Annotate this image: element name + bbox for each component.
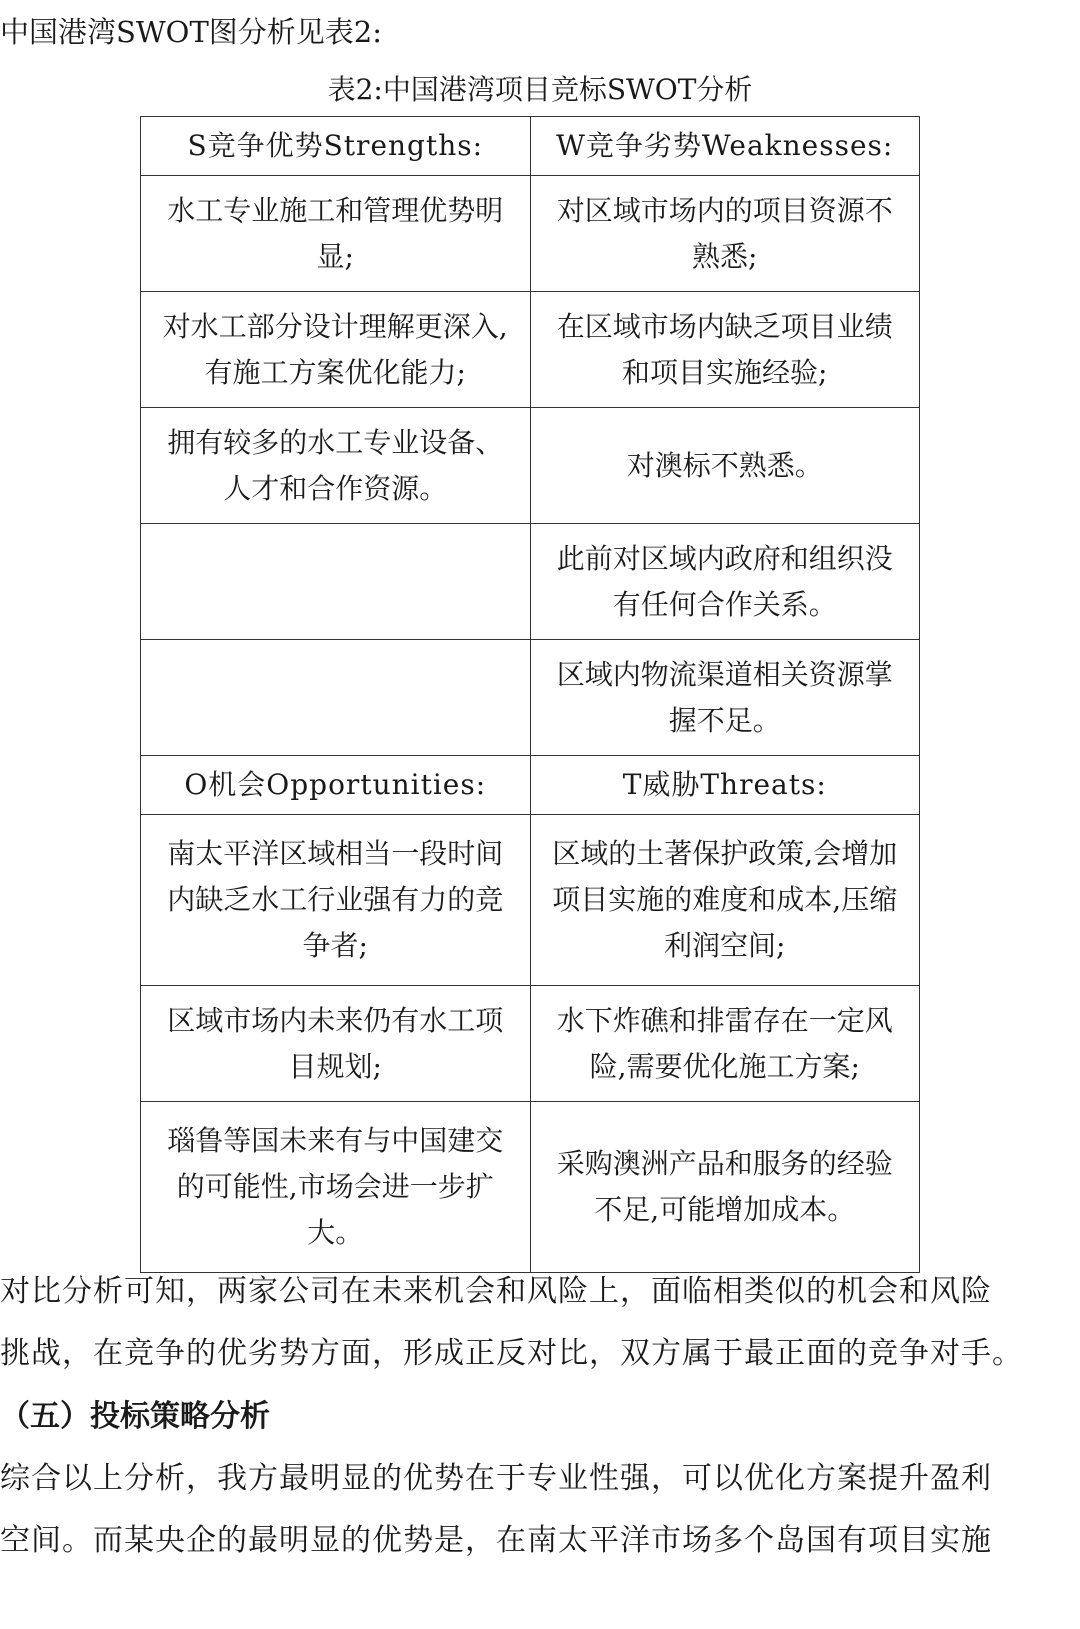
- table-caption: 表2:中国港湾项目竞标SWOT分析: [327, 73, 753, 106]
- paragraph-line: 对比分析可知，两家公司在未来机会和风险上，面临相类似的机会和风险: [0, 1274, 992, 1309]
- strength-cell: 对水工部分设计理解更深入,有施工方案优化能力;: [141, 292, 531, 408]
- table-row: [141, 1102, 920, 1273]
- table-row: [141, 408, 920, 524]
- threat-cell: 区域的土著保护政策,会增加项目实施的难度和成本,压缩利润空间;: [530, 815, 920, 986]
- paragraph-line: 挑战，在竞争的优劣势方面，形成正反对比，双方属于最正面的竞争对手。: [0, 1336, 1023, 1371]
- table-row: [141, 176, 920, 292]
- threats-header: T威胁Threats:: [530, 756, 920, 815]
- table-row: [141, 815, 920, 986]
- opportunities-header: O机会Opportunities:: [141, 756, 531, 815]
- weakness-cell: 对澳标不熟悉。: [530, 408, 920, 524]
- opportunity-cell: 区域市场内未来仍有水工项目规划;: [141, 986, 531, 1102]
- intro-text: 中国港湾SWOT图分析见表2:: [0, 15, 383, 49]
- paragraph-line: 综合以上分析，我方最明显的优势在于专业性强，可以优化方案提升盈利: [0, 1461, 992, 1496]
- weakness-cell: 区域内物流渠道相关资源掌握不足。: [530, 640, 920, 756]
- swot-table: [140, 116, 920, 1273]
- opportunity-cell: 南太平洋区域相当一段时间内缺乏水工行业强有力的竞争者;: [141, 815, 531, 986]
- weakness-cell: 对区域市场内的项目资源不熟悉;: [530, 176, 920, 292]
- weakness-cell: 此前对区域内政府和组织没有任何合作关系。: [530, 524, 920, 640]
- strength-cell: [141, 640, 531, 756]
- strength-cell: [141, 524, 531, 640]
- table-header-row: [141, 117, 920, 176]
- table-row: [141, 640, 920, 756]
- weakness-cell: 在区域市场内缺乏项目业绩和项目实施经验;: [530, 292, 920, 408]
- table-row: [141, 292, 920, 408]
- weaknesses-header: W竞争劣势Weaknesses:: [530, 117, 920, 176]
- strength-cell: 水工专业施工和管理优势明显;: [141, 176, 531, 292]
- table-header-row: [141, 756, 920, 815]
- section-heading: （五）投标策略分析: [0, 1399, 270, 1434]
- strengths-header: S竞争优势Strengths:: [141, 117, 531, 176]
- table-row: [141, 986, 920, 1102]
- opportunity-cell: 瑙鲁等国未来有与中国建交的可能性,市场会进一步扩大。: [141, 1102, 531, 1273]
- threat-cell: 采购澳洲产品和服务的经验不足,可能增加成本。: [530, 1102, 920, 1273]
- threat-cell: 水下炸礁和排雷存在一定风险,需要优化施工方案;: [530, 986, 920, 1102]
- table-row: [141, 524, 920, 640]
- paragraph-line: 空间。而某央企的最明显的优势是，在南太平洋市场多个岛国有项目实施: [0, 1523, 992, 1558]
- strength-cell: 拥有较多的水工专业设备、人才和合作资源。: [141, 408, 531, 524]
